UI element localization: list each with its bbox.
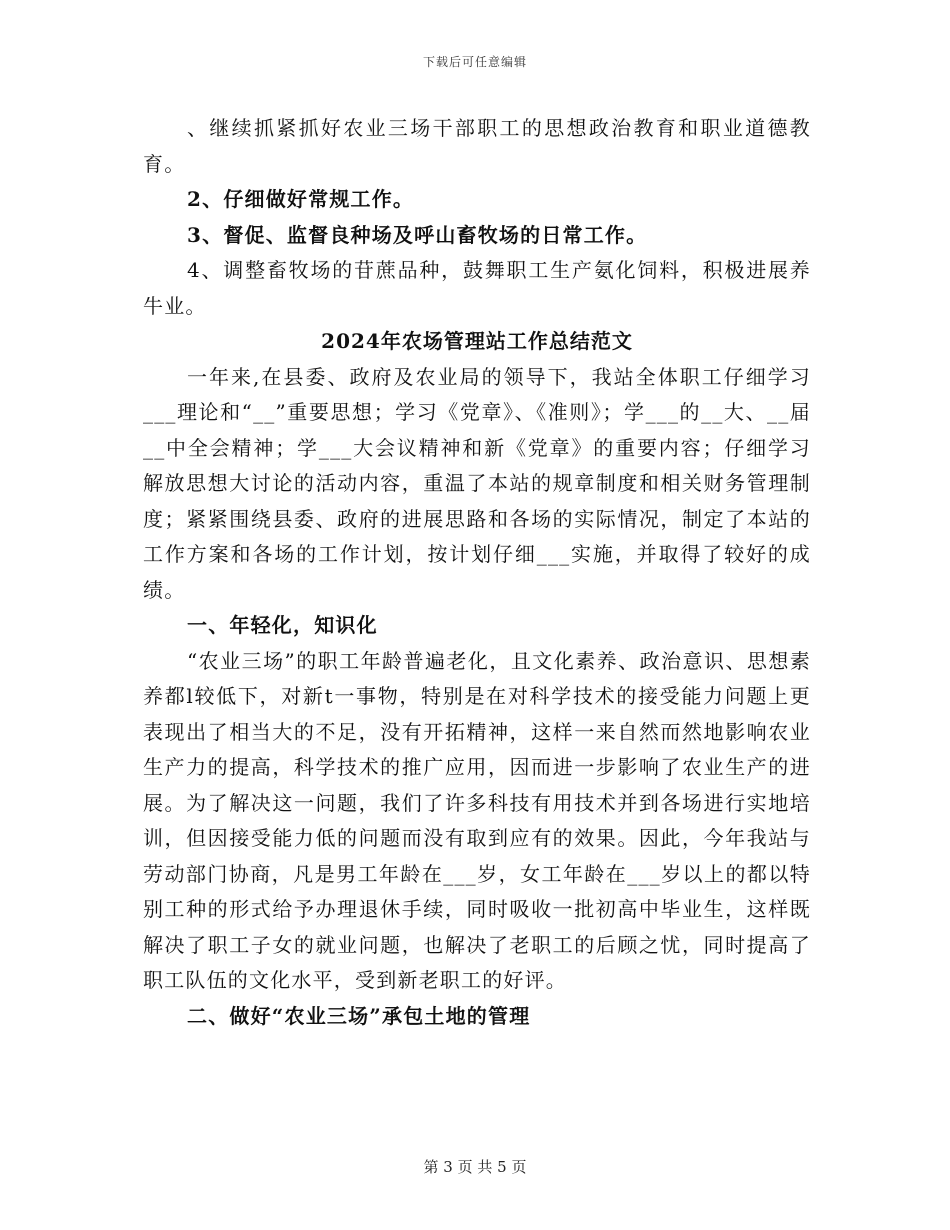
section-heading-2: 二、做好“农业三场”承包土地的管理 bbox=[187, 1003, 531, 1028]
section-heading-1: 一、年轻化，知识化 bbox=[187, 613, 378, 637]
paragraph-intro-summary: 一年来,在县委、政府及农业局的领导下，我站全体职工仔细学习___理论和“__”重要思想；学习《党章》、《准则》；学___的__大、__届__中全会精神；学___大会议精神和新《党章》的重要内容；仔细学习解放思想大讨论的活动内容，重温了本站的规章制度和相关财务管理制度；紧紧围绕县委、政府的进展思路和各场的实际情况，制定了本站的工作方案和各场的工作计划，按计划仔细___实施，并取得了较好的成绩。 bbox=[143, 364, 811, 602]
heading-routine-work: 2、仔细做好常规工作。 bbox=[187, 187, 415, 211]
paragraph-workforce-aging: “农业三场”的职工年龄普遍老化，且文化素养、政治意识、思想素养都l较低下，对新t一事物，特别是在对科学技术的接受能力问题上更表现出了相当大的不足，没有开拓精神，这样一来自然而然地影响农业生产力的提高，科学技术的推广应用，因而进一步影响了农业生产的进展。为了解决这一问题，我们了许多科技有用技术并到各场进行实地培训，但因接受能力低的问题而没有取到应有的效果。因此，今年我站与劳动部门协商，凡是男工年龄在___岁，女工年龄在___岁以上的都以特别工种的形式给予办理退休手续，同时吸收一批初高中毕业生，这样既解决了职工子女的就业问题，也解决了老职工的后顾之忧，同时提高了职工队伍的文化水平，受到新老职工的好评。 bbox=[143, 648, 811, 992]
document-body bbox=[143, 111, 811, 1034]
document-title: 2024年农场管理站工作总结范文 bbox=[321, 329, 633, 353]
paragraph-adjust-varieties: 4、调整畜牧场的苷蔗品种，鼓舞职工生产氨化饲料，积极进展养牛业。 bbox=[143, 258, 811, 318]
paragraph-moral-education: 、继续抓紧抓好农业三场干部职工的思想政治教育和职业道德教育。 bbox=[143, 116, 811, 176]
page-number: 第 3 页 共 5 页 bbox=[423, 1158, 527, 1176]
page-header-note: 下载后可任意编辑 bbox=[422, 55, 527, 69]
heading-supervise-farms: 3、督促、监督良种场及呼山畜牧场的日常工作。 bbox=[187, 222, 648, 247]
